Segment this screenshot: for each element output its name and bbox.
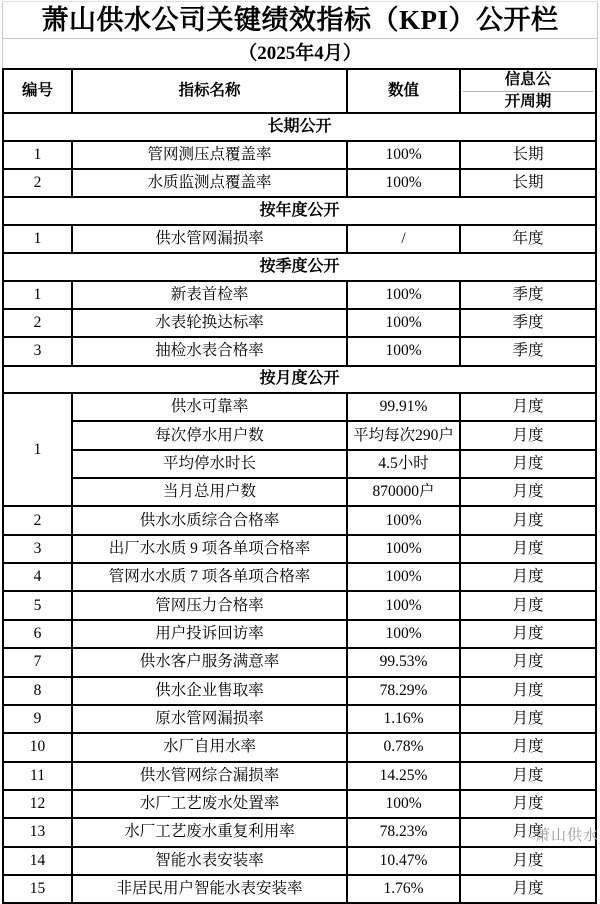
table-row (3, 169, 596, 197)
cell-period: 月度 (460, 450, 596, 478)
cell-period: 月度 (460, 818, 596, 846)
cell-period: 月度 (460, 563, 596, 591)
cell-name: 水质监测点覆盖率 (72, 169, 347, 197)
period-header-wrap (463, 70, 593, 112)
cell-value: 平均每次290户 (347, 421, 460, 449)
cell-value: 870000户 (347, 478, 460, 506)
column-header-value: 数值 (347, 69, 460, 113)
table-row (3, 478, 596, 506)
cell-id: 15 (3, 875, 72, 903)
cell-id: 10 (3, 733, 72, 761)
cell-name: 原水管网漏损率 (72, 705, 347, 733)
cell-id: 1 (3, 225, 72, 253)
period-header-line2: 开周期 (504, 92, 552, 110)
cell-name: 抽检水表合格率 (72, 337, 347, 365)
cell-value: 100% (347, 591, 460, 619)
cell-name: 供水管网综合漏损率 (72, 762, 347, 790)
cell-period: 月度 (460, 733, 596, 761)
cell-period: 季度 (460, 309, 596, 337)
table-row (3, 535, 596, 563)
section-header-row (3, 113, 596, 141)
cell-period: 月度 (460, 591, 596, 619)
cell-value: 100% (347, 141, 460, 169)
table-row (3, 141, 596, 169)
table-row (3, 875, 596, 903)
cell-name: 水厂自用水率 (72, 733, 347, 761)
cell-id: 3 (3, 337, 72, 365)
cell-id: 11 (3, 762, 72, 790)
cell-value: 14.25% (347, 762, 460, 790)
cell-id: 2 (3, 169, 72, 197)
section-header-row (3, 253, 596, 281)
cell-period: 月度 (460, 506, 596, 534)
section-header-row (3, 366, 596, 394)
cell-value: 4.5小时 (347, 450, 460, 478)
table-row (3, 847, 596, 875)
table-row (3, 337, 596, 365)
cell-period: 长期 (460, 141, 596, 169)
cell-value: 1.76% (347, 875, 460, 903)
cell-value: 78.23% (347, 818, 460, 846)
cell-value: 100% (347, 337, 460, 365)
cell-value: 100% (347, 563, 460, 591)
cell-period: 月度 (460, 393, 596, 421)
cell-value: 100% (347, 506, 460, 534)
page-title: 萧山供水公司关键绩效指标（KPI）公开栏 (3, 2, 597, 39)
kpi-table (2, 68, 597, 904)
cell-period: 月度 (460, 705, 596, 733)
title-block (2, 1, 598, 68)
cell-period: 月度 (460, 790, 596, 818)
cell-value: 100% (347, 281, 460, 309)
section-header: 长期公开 (3, 113, 596, 141)
cell-id: 7 (3, 648, 72, 676)
table-row (3, 225, 596, 253)
cell-name: 平均停水时长 (72, 450, 347, 478)
page-subtitle: （2025年4月） (238, 43, 362, 64)
cell-name: 供水可靠率 (72, 393, 347, 421)
cell-id: 14 (3, 847, 72, 875)
kpi-table-header (3, 69, 596, 113)
cell-period: 月度 (460, 875, 596, 903)
table-row (3, 790, 596, 818)
cell-period: 季度 (460, 337, 596, 365)
table-row (3, 677, 596, 705)
cell-period: 月度 (460, 762, 596, 790)
cell-name: 供水企业售取率 (72, 677, 347, 705)
section-header: 按季度公开 (3, 253, 596, 281)
cell-id: 2 (3, 506, 72, 534)
cell-value: 99.53% (347, 648, 460, 676)
table-row (3, 818, 596, 846)
table-row (3, 620, 596, 648)
cell-period: 长期 (460, 169, 596, 197)
cell-period: 月度 (460, 620, 596, 648)
table-row (3, 506, 596, 534)
cell-period: 月度 (460, 677, 596, 705)
cell-value: 0.78% (347, 733, 460, 761)
cell-id: 12 (3, 790, 72, 818)
header-row (3, 69, 596, 113)
column-header-id: 编号 (3, 69, 72, 113)
cell-name: 水厂工艺废水重复利用率 (72, 818, 347, 846)
cell-name: 出厂水水质 9 项各单项合格率 (72, 535, 347, 563)
cell-name: 非居民用户智能水表安装率 (72, 875, 347, 903)
cell-name: 管网水水质 7 项各单项合格率 (72, 563, 347, 591)
cell-name: 当月总用户数 (72, 478, 347, 506)
cell-value: 10.47% (347, 847, 460, 875)
cell-id: 3 (3, 535, 72, 563)
column-header-period (460, 69, 596, 113)
cell-id: 1 (3, 393, 72, 506)
cell-id: 1 (3, 141, 72, 169)
cell-period: 月度 (460, 847, 596, 875)
column-header-name: 指标名称 (72, 69, 347, 113)
cell-name: 管网压力合格率 (72, 591, 347, 619)
table-row (3, 563, 596, 591)
period-header-line1: 信息公 (463, 70, 593, 92)
cell-id: 13 (3, 818, 72, 846)
cell-id: 5 (3, 591, 72, 619)
table-row (3, 733, 596, 761)
cell-name: 新表首检率 (72, 281, 347, 309)
table-row (3, 762, 596, 790)
cell-value: 100% (347, 535, 460, 563)
cell-period: 月度 (460, 648, 596, 676)
table-row (3, 648, 596, 676)
section-header-row (3, 197, 596, 225)
cell-name: 管网测压点覆盖率 (72, 141, 347, 169)
table-row (3, 393, 596, 421)
cell-value: 1.16% (347, 705, 460, 733)
cell-name: 供水客户服务满意率 (72, 648, 347, 676)
cell-period: 月度 (460, 535, 596, 563)
cell-id: 9 (3, 705, 72, 733)
kpi-table-body (3, 113, 596, 903)
table-row (3, 421, 596, 449)
table-row (3, 591, 596, 619)
cell-name: 供水水质综合合格率 (72, 506, 347, 534)
cell-value: 100% (347, 309, 460, 337)
cell-id: 8 (3, 677, 72, 705)
kpi-document (2, 0, 598, 904)
cell-name: 供水管网漏损率 (72, 225, 347, 253)
cell-name: 用户投诉回访率 (72, 620, 347, 648)
section-header: 按年度公开 (3, 197, 596, 225)
cell-value: 99.91% (347, 393, 460, 421)
cell-name: 每次停水用户数 (72, 421, 347, 449)
cell-value: / (347, 225, 460, 253)
cell-name: 智能水表安装率 (72, 847, 347, 875)
section-header: 按月度公开 (3, 366, 596, 394)
watermark: 萧山供水 (534, 827, 599, 844)
cell-value: 100% (347, 169, 460, 197)
cell-value: 78.29% (347, 677, 460, 705)
cell-value: 100% (347, 790, 460, 818)
cell-id: 1 (3, 281, 72, 309)
cell-id: 6 (3, 620, 72, 648)
cell-period: 季度 (460, 281, 596, 309)
cell-period: 月度 (460, 478, 596, 506)
cell-name: 水表轮换达标率 (72, 309, 347, 337)
cell-value: 100% (347, 620, 460, 648)
table-row (3, 705, 596, 733)
cell-name: 水厂工艺废水处置率 (72, 790, 347, 818)
table-row (3, 309, 596, 337)
cell-id: 4 (3, 563, 72, 591)
table-row (3, 281, 596, 309)
table-row (3, 450, 596, 478)
cell-id: 2 (3, 309, 72, 337)
cell-period: 年度 (460, 225, 596, 253)
cell-period: 月度 (460, 421, 596, 449)
